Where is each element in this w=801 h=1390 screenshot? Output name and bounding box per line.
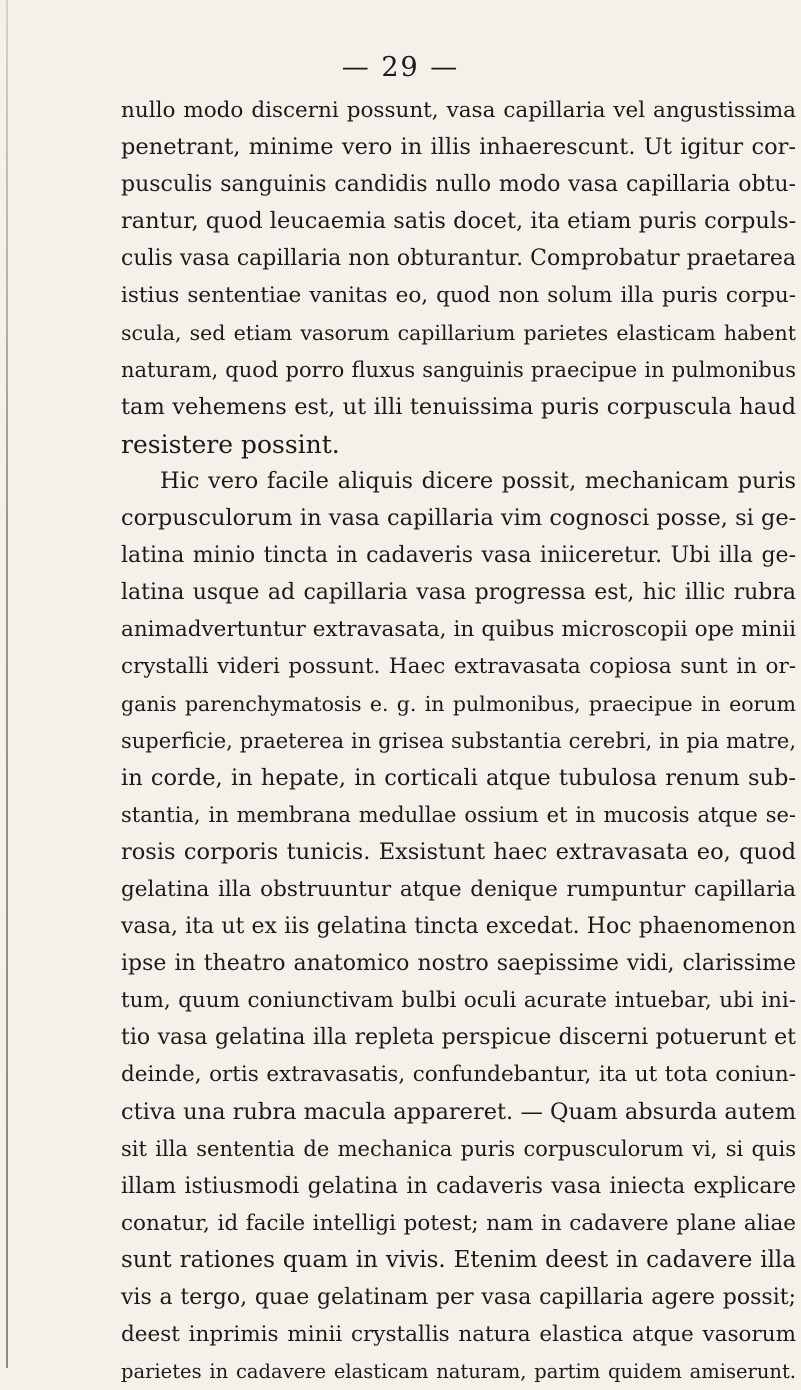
text-line: latina minio tincta in cadaveris vasa iniiceretur. Ubi illa ge-: [121, 543, 796, 569]
text-line: resistere possint.: [121, 429, 340, 459]
text-line: ganis parenchymatosis e. g. in pulmonibus, praecipue in eorum: [121, 691, 796, 716]
text-line: superficie, praeterea in grisea substantia cerebri, in pia matre,: [121, 728, 796, 753]
text-line: corpusculorum in vasa capillaria vim cognosci posse, si ge-: [121, 505, 797, 532]
text-line: sunt rationes quam in vivis. Etenim deest in cadavere illa: [121, 1246, 796, 1273]
paragraph-1: [121, 92, 796, 463]
text-line: scula, sed etiam vasorum capillarium parietes elasticam habent: [121, 320, 796, 345]
text-line: vis a tergo, quae gelatinam per vasa capillaria agere possit;: [121, 1285, 796, 1310]
text-line: naturam, quod porro fluxus sanguinis praecipue in pulmonibus: [121, 357, 796, 382]
text-line: tio vasa gelatina illa repleta perspicue discerni potuerunt et: [121, 1025, 796, 1051]
text-line: animadvertuntur extravasata, in quibus microscopii ope minii: [121, 617, 796, 643]
text-line: in corde, in hepate, in corticali atque tubulosa renum sub-: [121, 764, 796, 791]
text-line: tum, quum coniunctivam bulbi oculi acurate intuebar, ubi ini-: [121, 988, 796, 1014]
text-line: pusculis sanguinis candidis nullo modo vasa capillaria obtu-: [121, 172, 796, 198]
text-line: rosis corporis tunicis. Exsistunt haec extravasata eo, quod: [121, 838, 796, 865]
paragraph-2: [121, 463, 796, 1390]
text-line: istius sententiae vanitas eo, quod non solum illa puris corpu-: [121, 283, 796, 309]
text-line: culis vasa capillaria non obturantur. Comprobatur praetarea: [121, 246, 796, 272]
text-line: conatur, id facile intelligi potest; nam in cadavere plane aliae: [121, 1210, 796, 1236]
text-line: rantur, quod leucaemia satis docet, ita etiam puris corpuls-: [121, 208, 797, 235]
text-line: Hic vero facile aliquis dicere possit, mechanicam puris: [160, 467, 796, 494]
text-line: parietes in cadavere elasticam naturam, partim quidem amiserunt.: [121, 1360, 796, 1384]
text-line: stantia, in membrana medullae ossium et in mucosis atque se-: [121, 802, 796, 827]
text-line: vasa, ita ut ex iis gelatina tincta excedat. Hoc phaenomenon: [121, 914, 796, 940]
page-binding-edge: [6, 0, 8, 1368]
text-line: gelatina illa obstruuntur atque denique rumpuntur capillaria: [121, 876, 796, 902]
text-line: sit illa sententia de mechanica puris corpusculorum vi, si quis: [121, 1136, 796, 1161]
page-number: — 29 —: [341, 52, 460, 83]
body-text: [121, 92, 796, 1390]
text-line: tam vehemens est, ut illi tenuissima puris corpuscula haud: [121, 393, 796, 420]
text-line: deest inprimis minii crystallis natura elastica atque vasorum: [121, 1322, 796, 1348]
text-line: illam istiusmodi gelatina in cadaveris vasa iniecta explicare: [121, 1173, 796, 1199]
text-line: ipse in theatro anatomico nostro saepissime vidi, clarissime: [121, 951, 796, 977]
text-line: crystalli videri possunt. Haec extravasata copiosa sunt in or-: [121, 654, 796, 680]
text-line: nullo modo discerni possunt, vasa capillaria vel angustissima: [121, 98, 796, 123]
text-line: deinde, ortis extravasatis, confundebantur, ita ut tota coniun-: [121, 1062, 796, 1088]
text-line: penetrant, minime vero in illis inhaerescunt. Ut igitur cor-: [121, 134, 796, 161]
text-line: latina usque ad capillaria vasa progressa est, hic illic rubra: [121, 580, 796, 606]
text-line: ctiva una rubra macula appareret. — Quam absurda autem: [121, 1098, 797, 1125]
